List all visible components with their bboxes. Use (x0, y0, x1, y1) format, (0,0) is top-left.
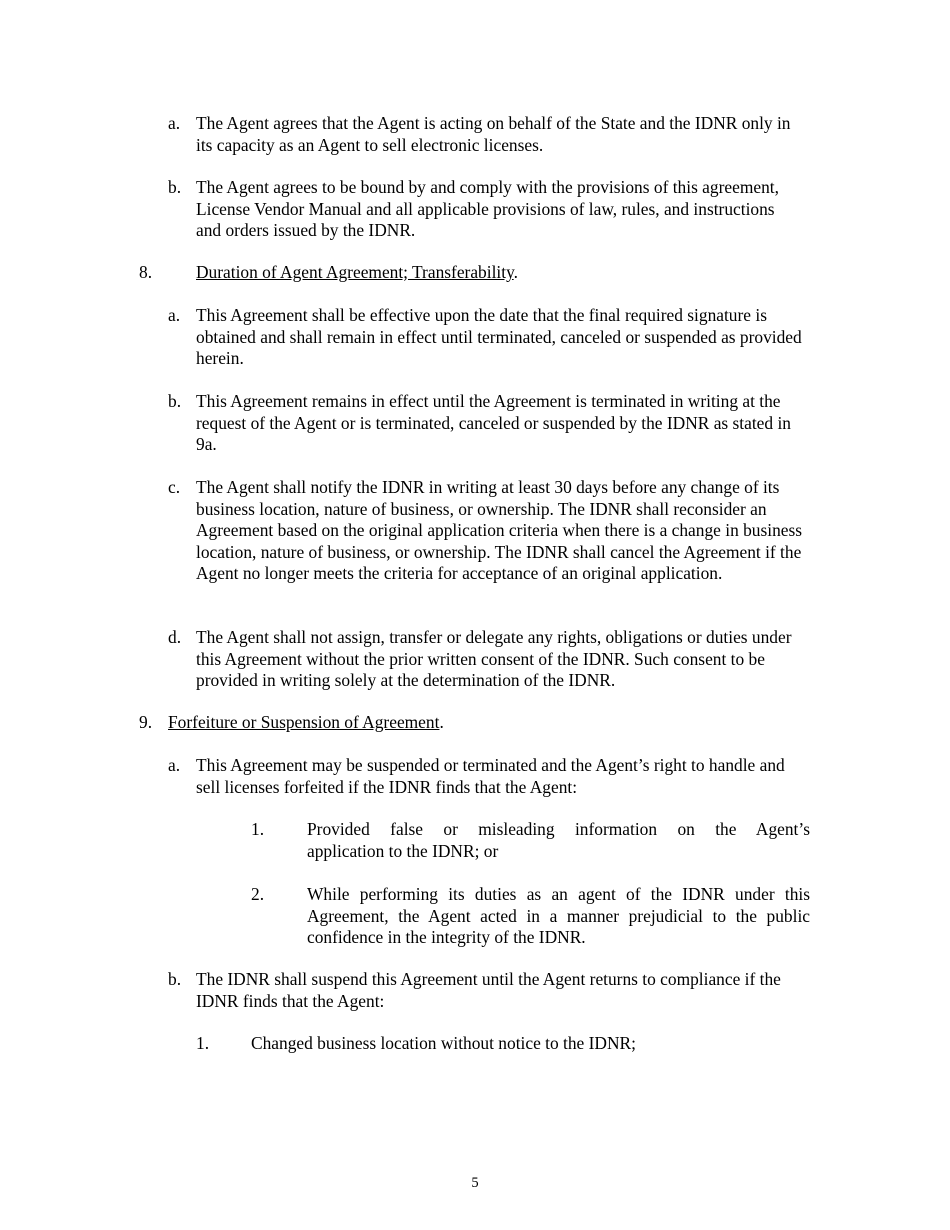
item-text: The Agent agrees to be bound by and comply with the provisions of this agreement, License Vendor Manual and all applicable provisions of law, rules, and instructions and orders issued by the IDNR. (196, 177, 779, 240)
section-title-wrap (168, 712, 444, 734)
sub-item-text: Changed business location without notice to the IDNR; (251, 1033, 636, 1053)
item-label: b. (168, 969, 182, 989)
item-text: This Agreement shall be effective upon the date that the final required signature is obtained and shall remain in effect until terminated, canceled or suspended as provided herein. (196, 305, 802, 368)
sub-item-label: 1. (251, 819, 265, 839)
item-label: b. (168, 391, 182, 411)
item-label: a. (168, 755, 181, 775)
page-number: 5 (471, 1175, 479, 1191)
sub-item-line-2: Agreement, the Agent acted in a manner prejudicial to the public (307, 905, 810, 926)
sub-item-line-2: application to the IDNR; or (307, 840, 499, 861)
item-label: a. (168, 305, 181, 325)
sub-item-label: 1. (196, 1033, 210, 1053)
section-number: 9. (139, 712, 153, 732)
item-text: The Agent agrees that the Agent is acting on behalf of the State and the IDNR only in its capacity as an Agent to sell electronic licenses. (196, 113, 791, 155)
item-text: The Agent shall not assign, transfer or delegate any rights, obligations or duties under this Agreement without the prior written consent of the IDNR. Such consent to be provided in writing solely at the determination of the IDNR. (196, 627, 792, 690)
section-title-period: . (439, 712, 444, 732)
item-text: This Agreement may be suspended or terminated and the Agent’s right to handle and sell licenses forfeited if the IDNR finds that the Agent: (196, 755, 785, 797)
item-text: The Agent shall notify the IDNR in writing at least 30 days before any change of its business location, nature of business, or ownership. The IDNR shall reconsider an Agreement based on the original application criteria when there is a change in business location, nature of business, or ownership. The IDNR shall cancel the Agreement if the Agent no longer meets the criteria for acceptance of an original application. (196, 477, 803, 583)
sub-item-label: 2. (251, 884, 265, 904)
item-label: d. (168, 627, 182, 647)
sub-item-line-1: Provided false or misleading information on the Agent’s (307, 819, 810, 839)
item-label: b. (168, 177, 182, 197)
sub-item-line-3: confidence in the integrity of the IDNR. (307, 927, 586, 947)
item-label: a. (168, 113, 181, 133)
section-title: Forfeiture or Suspension of Agreement (168, 712, 440, 732)
section-number: 8. (139, 262, 153, 282)
item-label: c. (168, 477, 181, 497)
item-text: This Agreement remains in effect until the Agreement is terminated in writing at the request of the Agent or is terminated, canceled or suspended by the IDNR as stated in 9a. (196, 391, 791, 454)
section-title-period: . (513, 262, 518, 282)
item-text: The IDNR shall suspend this Agreement until the Agent returns to compliance if the IDNR finds that the Agent: (196, 969, 781, 1011)
section-title-wrap (196, 262, 518, 284)
sub-item-line-1: While performing its duties as an agent of the IDNR under this (307, 884, 810, 904)
section-title: Duration of Agent Agreement; Transferability (196, 262, 514, 282)
